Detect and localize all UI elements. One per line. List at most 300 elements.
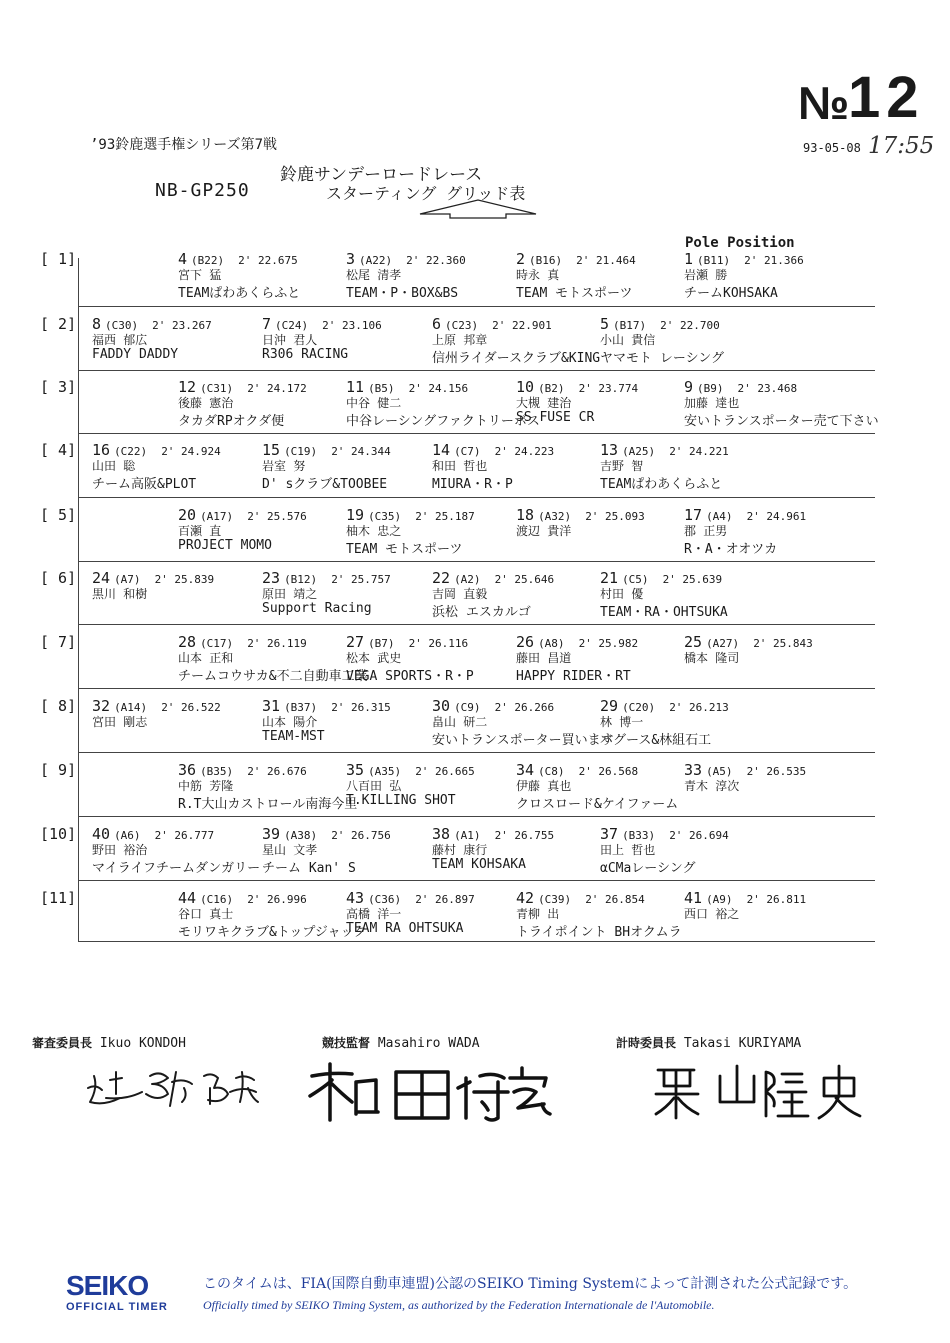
team-name: TEAMぱわあくらふと xyxy=(600,477,723,492)
car-number: (B11) xyxy=(697,254,731,267)
race-name: 鈴鹿サンデーロードレース xyxy=(280,165,483,185)
rider-name: 柚木 忠之 xyxy=(346,524,402,538)
grid-entry xyxy=(600,315,775,371)
qualifying-time: 2' 23.774 xyxy=(578,382,639,395)
rider-name: 谷口 真士 xyxy=(178,907,234,921)
team-name: 浜松 エスカルゴ xyxy=(432,605,531,620)
document-number-symbol: № xyxy=(798,77,848,129)
team-name: TEAM-MST xyxy=(262,729,325,744)
qualifying-time: 2' 25.646 xyxy=(494,573,555,586)
grid-entry xyxy=(684,250,859,306)
car-number: (A22) xyxy=(359,254,393,267)
qualifying-time: 2' 26.522 xyxy=(161,701,221,714)
team-name: TEAM RA OHTSUKA xyxy=(346,921,464,936)
signature-kuriyama xyxy=(648,1058,868,1122)
grid-row-label: [ 6] xyxy=(40,569,77,587)
qualifying-time: 2' 26.665 xyxy=(415,765,475,778)
grid-position: 4 xyxy=(178,250,188,268)
car-number: (C16) xyxy=(200,893,234,906)
official-name: Ikuo KONDOH xyxy=(99,1036,186,1051)
grid-position: 5 xyxy=(600,315,610,333)
row-divider xyxy=(78,880,875,881)
row-divider xyxy=(78,688,875,689)
grid-entry xyxy=(346,761,521,817)
row-divider xyxy=(78,941,875,942)
car-number: (C23) xyxy=(445,319,479,332)
car-number: (C31) xyxy=(200,382,234,395)
qualifying-time: 2' 26.811 xyxy=(746,893,807,906)
team-name: TEAM・RA・OHTSUKA xyxy=(600,605,728,620)
grid-entry xyxy=(516,633,691,689)
qualifying-time: 2' 22.675 xyxy=(238,254,298,267)
team-name: αCMaレーシング xyxy=(600,861,696,876)
team-name: D' sクラブ&TOOBEE xyxy=(262,477,388,492)
qualifying-time: 2' 26.116 xyxy=(408,637,469,650)
grid-position: 17 xyxy=(684,506,703,524)
team-name: 安いトランスポーター売て下さい xyxy=(684,414,879,429)
qualifying-time: 2' 25.757 xyxy=(331,573,391,586)
grid-position: 23 xyxy=(262,569,281,587)
grid-entry xyxy=(516,250,694,306)
car-number: (B22) xyxy=(191,254,225,267)
team-name: タカダRPオクダ便 xyxy=(178,414,285,429)
grid-position: 40 xyxy=(92,825,111,843)
team-name: TEAM・P・BOX&BS xyxy=(346,286,459,301)
team-name: チーム Kan' S xyxy=(262,861,356,876)
team-name: R・A・オオツカ xyxy=(684,542,778,557)
grid-position: 44 xyxy=(178,889,197,907)
qualifying-time: 2' 26.854 xyxy=(585,893,645,906)
handwritten-time: 17:55 xyxy=(868,133,935,159)
team-name: HAPPY RIDER・RT xyxy=(516,669,631,684)
rider-name: 橋本 隆司 xyxy=(684,651,740,665)
team-name: 安いトランスポーター買います xyxy=(432,733,614,748)
qualifying-time: 2' 26.996 xyxy=(247,893,307,906)
official-clerk-of-course xyxy=(322,1034,480,1051)
grid-position: 9 xyxy=(684,378,694,396)
car-number: (B37) xyxy=(284,701,318,714)
car-number: (A27) xyxy=(706,637,740,650)
car-number: (C36) xyxy=(368,893,402,906)
rider-name: 八百田 弘 xyxy=(346,779,402,793)
grid-position: 39 xyxy=(262,825,281,843)
qualifying-time: 2' 21.464 xyxy=(576,254,636,267)
team-name: TEAMぱわあくらふと xyxy=(178,286,301,301)
qualifying-time: 2' 26.213 xyxy=(669,701,729,714)
grid-entry xyxy=(346,633,521,689)
signature-wada xyxy=(300,1058,560,1128)
row-left-border xyxy=(78,497,79,561)
car-number: (C22) xyxy=(114,445,148,458)
rider-name: 黒川 和樹 xyxy=(92,587,148,601)
grid-entry xyxy=(516,378,694,434)
seiko-logo: SEIKO xyxy=(66,1270,149,1301)
official-title: 競技監督 xyxy=(322,1036,371,1050)
qualifying-time: 2' 25.187 xyxy=(415,510,475,523)
rider-name: 小山 貴信 xyxy=(600,333,656,347)
rider-name: 星山 文孝 xyxy=(262,843,318,857)
qualifying-time: 2' 26.777 xyxy=(154,829,215,842)
qualifying-time: 2' 25.576 xyxy=(247,510,307,523)
row-left-border xyxy=(78,688,79,752)
grid-position: 26 xyxy=(516,633,535,651)
grid-position: 19 xyxy=(346,506,365,524)
car-number: (A25) xyxy=(622,445,656,458)
rider-name: 上原 邦章 xyxy=(432,333,488,347)
official-chief-timekeeper xyxy=(616,1034,801,1051)
grid-entry xyxy=(684,633,859,689)
row-left-border xyxy=(78,752,79,816)
row-divider xyxy=(78,433,875,434)
qualifying-time: 2' 24.172 xyxy=(247,382,307,395)
grid-entry xyxy=(684,889,859,945)
team-name: マイライフチームダンガリー xyxy=(92,861,261,876)
rider-name: 加藤 達也 xyxy=(684,396,740,410)
team-name: モリワキクラブ&トップジャック xyxy=(178,925,367,940)
grid-entry xyxy=(600,441,775,497)
car-number: (A17) xyxy=(200,510,234,523)
rider-name: 西口 裕之 xyxy=(684,907,740,921)
qualifying-time: 2' 26.266 xyxy=(494,701,555,714)
grid-row-label: [ 8] xyxy=(40,697,77,715)
car-number: (B2) xyxy=(538,382,565,395)
grid-position: 24 xyxy=(92,569,111,587)
grid-row-label: [ 5] xyxy=(40,506,77,524)
car-number: (A1) xyxy=(454,829,481,842)
car-number: (A35) xyxy=(368,765,402,778)
rider-name: 山本 陽介 xyxy=(262,715,318,729)
grid-position: 41 xyxy=(684,889,703,907)
grid-position: 16 xyxy=(92,441,111,459)
rider-name: 福西 郁広 xyxy=(92,333,148,347)
grid-position: 29 xyxy=(600,697,619,715)
rider-name: 中谷 健二 xyxy=(346,396,402,410)
grid-position: 1 xyxy=(684,250,694,268)
row-left-border xyxy=(78,561,79,624)
grid-entry xyxy=(92,697,267,753)
qualifying-time: 2' 24.924 xyxy=(161,445,221,458)
team-name: バグース&林組石工 xyxy=(600,733,712,748)
grid-position: 7 xyxy=(262,315,272,333)
team-name: Support Racing xyxy=(262,601,372,616)
team-name: トライポイント BHオクムラ xyxy=(516,925,682,940)
grid-position: 2 xyxy=(516,250,526,268)
qualifying-time: 2' 25.843 xyxy=(753,637,813,650)
rider-name: 宮下 猛 xyxy=(178,268,222,282)
qualifying-time: 2' 24.223 xyxy=(494,445,555,458)
car-number: (B5) xyxy=(368,382,395,395)
grid-entry xyxy=(262,441,437,497)
document-number: 12 xyxy=(848,65,925,130)
grid-position: 20 xyxy=(178,506,197,524)
grid-entry xyxy=(178,378,353,434)
team-name: ヤマモト レーシング xyxy=(600,351,724,366)
rider-name: 宮田 剛志 xyxy=(92,715,148,729)
rider-name: 山本 正和 xyxy=(178,651,234,665)
car-number: (A6) xyxy=(114,829,141,842)
rider-name: 藤村 康行 xyxy=(432,843,488,857)
row-left-border xyxy=(78,624,79,688)
team-name: MIURA・R・P xyxy=(432,477,513,492)
grid-row-label: [ 7] xyxy=(40,633,77,651)
grid-position: 43 xyxy=(346,889,365,907)
grid-entry xyxy=(432,441,607,497)
qualifying-time: 2' 25.093 xyxy=(585,510,645,523)
grid-position: 37 xyxy=(600,825,619,843)
car-number: (C5) xyxy=(622,573,649,586)
rider-name: 百瀬 直 xyxy=(178,524,222,538)
rider-name: 原田 靖之 xyxy=(262,587,318,601)
grid-position: 27 xyxy=(346,633,365,651)
row-divider xyxy=(78,816,875,817)
grid-row-label: [ 9] xyxy=(40,761,77,779)
grid-position: 22 xyxy=(432,569,451,587)
grid-position: 3 xyxy=(346,250,356,268)
row-divider xyxy=(78,497,875,498)
grid-entry xyxy=(92,315,267,371)
team-name: TEAM モトスポーツ xyxy=(346,542,463,557)
grid-entry xyxy=(432,569,607,625)
grid-row-label: [ 3] xyxy=(40,378,77,396)
team-name: FADDY DADDY xyxy=(92,347,179,362)
car-number: (A2) xyxy=(454,573,481,586)
series-title: ’93鈴鹿選手権シリーズ第7戦 xyxy=(90,137,278,153)
rider-name: 郡 正男 xyxy=(684,524,728,538)
rider-name: 大槻 建治 xyxy=(516,396,572,410)
grid-row-label: [11] xyxy=(40,889,77,907)
qualifying-time: 2' 26.897 xyxy=(415,893,475,906)
rider-name: 野田 裕治 xyxy=(92,843,148,857)
rider-name: 吉野 智 xyxy=(600,459,644,473)
row-divider xyxy=(78,624,875,625)
rider-name: 岩室 努 xyxy=(262,459,306,473)
grid-entry xyxy=(262,825,437,881)
pole-position-label: Pole Position xyxy=(685,235,795,251)
car-number: (C8) xyxy=(538,765,565,778)
rider-name: 畠山 研二 xyxy=(432,715,488,729)
car-number: (B35) xyxy=(200,765,234,778)
car-number: (C7) xyxy=(454,445,481,458)
car-number: (A14) xyxy=(114,701,148,714)
grid-position: 10 xyxy=(516,378,535,396)
qualifying-time: 2' 26.119 xyxy=(247,637,307,650)
qualifying-time: 2' 26.755 xyxy=(494,829,555,842)
rider-name: 伊藤 真也 xyxy=(516,779,572,793)
qualifying-time: 2' 26.756 xyxy=(331,829,391,842)
grid-entry xyxy=(684,761,859,817)
qualifying-time: 2' 25.982 xyxy=(578,637,639,650)
row-divider xyxy=(78,752,875,753)
rider-name: 和田 哲也 xyxy=(432,459,488,473)
grid-entry xyxy=(516,761,691,817)
rider-name: 日沖 君人 xyxy=(262,333,318,347)
car-number: (B12) xyxy=(284,573,318,586)
row-left-border xyxy=(78,880,79,941)
grid-row-label: [10] xyxy=(40,825,77,843)
grid-position: 28 xyxy=(178,633,197,651)
car-number: (B17) xyxy=(613,319,647,332)
car-number: (C24) xyxy=(275,319,309,332)
timing-note-english: Officially timed by SEIKO Timing System, as authorized by the Federation Internationale de l'Automobile. xyxy=(203,1298,715,1312)
race-direction-arrow-icon xyxy=(418,196,542,222)
car-number: (C20) xyxy=(622,701,656,714)
qualifying-time: 2' 24.221 xyxy=(669,445,729,458)
grid-position: 13 xyxy=(600,441,619,459)
grid-position: 32 xyxy=(92,697,111,715)
grid-position: 21 xyxy=(600,569,619,587)
car-number: (B33) xyxy=(622,829,656,842)
car-number: (C17) xyxy=(200,637,234,650)
qualifying-time: 2' 26.676 xyxy=(247,765,307,778)
grid-entry xyxy=(600,569,775,625)
rider-name: 青柳 出 xyxy=(516,907,560,921)
qualifying-time: 2' 23.106 xyxy=(322,319,382,332)
official-title: 審査委員長 xyxy=(32,1036,93,1050)
team-name: 信州ライダースクラブ&KING xyxy=(432,351,601,366)
row-left-border xyxy=(78,306,79,370)
official-name: Masahiro WADA xyxy=(377,1036,480,1051)
rider-name: 山田 聡 xyxy=(92,459,136,473)
official-title: 計時委員長 xyxy=(616,1036,677,1050)
grid-position: 8 xyxy=(92,315,102,333)
grid-position: 6 xyxy=(432,315,442,333)
grid-position: 36 xyxy=(178,761,197,779)
qualifying-time: 2' 21.366 xyxy=(744,254,804,267)
grid-entry xyxy=(432,825,607,881)
qualifying-time: 2' 23.468 xyxy=(737,382,798,395)
grid-entry xyxy=(684,378,879,434)
grid-entry xyxy=(178,250,356,306)
grid-entry xyxy=(178,761,358,817)
grid-entry xyxy=(178,506,353,562)
grid-position: 38 xyxy=(432,825,451,843)
official-chief-steward xyxy=(32,1034,186,1051)
rider-name: 青木 淳次 xyxy=(684,779,740,793)
car-number: (A8) xyxy=(538,637,565,650)
grid-entry xyxy=(346,506,521,562)
grid-position: 14 xyxy=(432,441,451,459)
grid-entry xyxy=(262,697,437,753)
car-number: (A7) xyxy=(114,573,141,586)
grid-position: 15 xyxy=(262,441,281,459)
grid-position: 35 xyxy=(346,761,365,779)
team-name: PROJECT MOMO xyxy=(178,538,272,553)
grid-entry xyxy=(92,441,267,497)
rider-name: 高橋 洋一 xyxy=(346,907,402,921)
team-name: 中谷レーシングファクトリーボス xyxy=(346,414,540,429)
car-number: (A32) xyxy=(538,510,572,523)
rider-name: 後藤 憲治 xyxy=(178,396,234,410)
grid-position: 11 xyxy=(346,378,365,396)
qualifying-time: 2' 23.267 xyxy=(152,319,212,332)
rider-name: 田上 哲也 xyxy=(600,843,656,857)
qualifying-time: 2' 26.315 xyxy=(331,701,391,714)
qualifying-time: 2' 25.839 xyxy=(154,573,215,586)
rider-name: 村田 優 xyxy=(600,587,644,601)
grid-row-label: [ 1] xyxy=(40,250,77,268)
grid-position: 12 xyxy=(178,378,197,396)
qualifying-time: 2' 24.156 xyxy=(408,382,469,395)
seiko-official-timer-label: OFFICIAL TIMER xyxy=(66,1301,168,1313)
grid-position: 30 xyxy=(432,697,451,715)
qualifying-time: 2' 22.360 xyxy=(406,254,466,267)
grid-row-label: [ 2] xyxy=(40,315,77,333)
grid-entry xyxy=(516,506,691,562)
qualifying-time: 2' 26.694 xyxy=(669,829,729,842)
document-title: スターティング グリッド表 xyxy=(326,184,526,203)
grid-entry xyxy=(432,315,610,371)
row-left-border xyxy=(78,258,79,306)
grid-entry xyxy=(600,825,775,881)
car-number: (C19) xyxy=(284,445,318,458)
grid-position: 25 xyxy=(684,633,703,651)
row-divider xyxy=(78,306,875,307)
rider-name: 藤田 昌道 xyxy=(516,651,572,665)
qualifying-time: 2' 24.344 xyxy=(331,445,391,458)
car-number: (A5) xyxy=(706,765,733,778)
grid-position: 31 xyxy=(262,697,281,715)
car-number: (C39) xyxy=(538,893,572,906)
signature-kondoh xyxy=(80,1058,290,1118)
rider-name: 時永 真 xyxy=(516,268,560,282)
qualifying-time: 2' 26.535 xyxy=(746,765,807,778)
qualifying-time: 2' 26.568 xyxy=(578,765,639,778)
rider-name: 林 博一 xyxy=(600,715,644,729)
row-divider xyxy=(78,370,875,371)
rider-name: 渡辺 貴洋 xyxy=(516,524,572,538)
row-left-border xyxy=(78,370,79,433)
qualifying-time: 2' 25.639 xyxy=(662,573,723,586)
row-divider xyxy=(78,561,875,562)
car-number: (C30) xyxy=(105,319,139,332)
grid-position: 34 xyxy=(516,761,535,779)
team-name: TEAM モトスポーツ xyxy=(516,286,633,301)
grid-entry xyxy=(684,506,859,562)
grid-row-label: [ 4] xyxy=(40,441,77,459)
grid-entry xyxy=(600,697,775,753)
grid-entry xyxy=(346,250,521,306)
grid-position: 18 xyxy=(516,506,535,524)
team-name: R306 RACING xyxy=(262,347,349,362)
grid-position: 42 xyxy=(516,889,535,907)
grid-entry xyxy=(92,569,267,625)
team-name: チームコウサカ&不二自動車工業 xyxy=(178,669,368,684)
grid-entry xyxy=(92,825,267,881)
car-number: (A9) xyxy=(706,893,733,906)
car-number: (B16) xyxy=(529,254,563,267)
team-name: VEGA SPORTS・R・P xyxy=(346,669,474,684)
car-number: (A38) xyxy=(284,829,318,842)
rider-name: 松本 武史 xyxy=(346,651,402,665)
grid-entry xyxy=(516,889,691,945)
car-number: (C9) xyxy=(454,701,481,714)
team-name: T.KILLING SHOT xyxy=(346,793,456,808)
race-class: NB-GP250 xyxy=(155,180,250,201)
grid-position: 33 xyxy=(684,761,703,779)
timing-note-japanese: このタイムは、FIA(国際自動車連盟)公認のSEIKO Timing Systemによって計測された公式記録です。 xyxy=(203,1276,858,1292)
rider-name: 吉岡 直毅 xyxy=(432,587,488,601)
grid-entry xyxy=(346,889,521,945)
row-left-border xyxy=(78,433,79,497)
row-left-border xyxy=(78,816,79,880)
car-number: (B7) xyxy=(368,637,395,650)
car-number: (B9) xyxy=(697,382,724,395)
qualifying-time: 2' 24.961 xyxy=(746,510,807,523)
team-name: R.T大山カストロール南海今里 xyxy=(178,797,358,812)
qualifying-time: 2' 22.700 xyxy=(660,319,720,332)
grid-entry xyxy=(262,315,437,371)
team-name: SS FUSE CR xyxy=(516,410,595,425)
